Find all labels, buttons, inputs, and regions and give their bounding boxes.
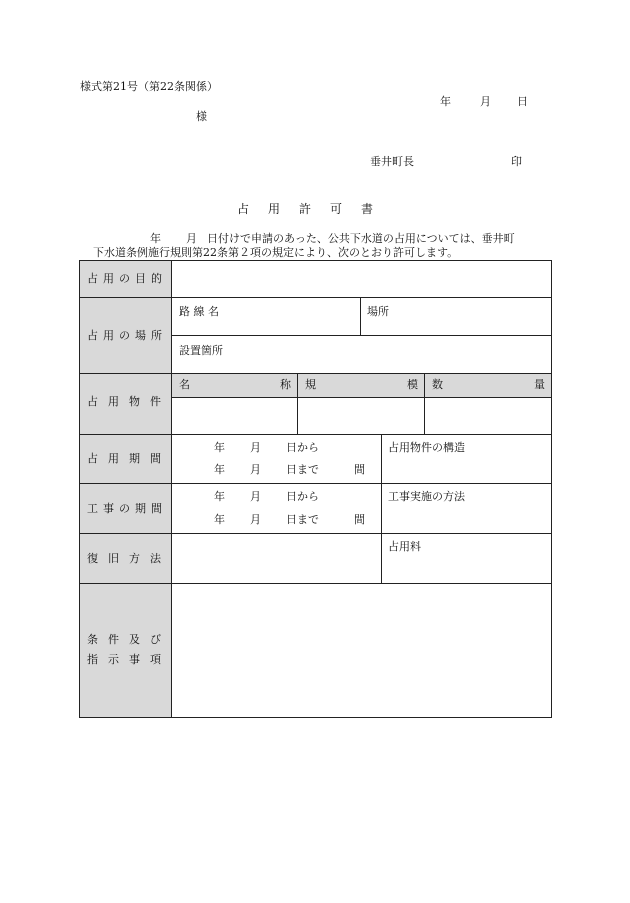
header-char: 称 xyxy=(280,378,291,391)
construction-method-field[interactable] xyxy=(382,506,551,533)
label-char: 用 xyxy=(108,452,119,465)
rule xyxy=(79,260,80,718)
rule xyxy=(79,717,552,718)
label-char: 工 xyxy=(87,502,98,515)
construction-method-label: 工事実施の方法 xyxy=(388,490,465,503)
construction-label xyxy=(87,502,162,516)
construction-from-month: 月 xyxy=(250,490,261,503)
purpose-label xyxy=(87,272,162,286)
label-char: の xyxy=(119,502,130,515)
label-char: 旧 xyxy=(108,552,119,565)
date-day: 日 xyxy=(517,95,528,108)
location-label xyxy=(87,329,162,343)
objects-scale-header xyxy=(305,378,418,392)
label-char: 件 xyxy=(108,633,119,646)
label-char: 用 xyxy=(103,329,114,342)
objects-scale-field[interactable] xyxy=(298,398,424,434)
header-char: 数 xyxy=(432,378,443,391)
label-char: 項 xyxy=(150,653,161,666)
conditions-field[interactable] xyxy=(172,584,551,717)
document-title xyxy=(237,202,392,216)
period-from-year: 年 xyxy=(214,441,225,454)
restoration-label xyxy=(87,552,161,566)
fee-field[interactable] xyxy=(382,556,551,583)
label-char: 期 xyxy=(129,452,140,465)
intro-year: 年 xyxy=(150,232,161,245)
rule xyxy=(79,373,552,374)
header-char: 規 xyxy=(305,378,316,391)
conditions-label-line-1 xyxy=(87,633,161,647)
period-duration: 間 xyxy=(354,463,365,476)
construction-to-year: 年 xyxy=(214,513,225,526)
label-char: 物 xyxy=(129,395,140,408)
place-label: 場所 xyxy=(367,305,389,318)
route-name-field[interactable] xyxy=(229,298,359,335)
period-from xyxy=(214,441,319,455)
period-label xyxy=(87,452,161,466)
structure-field[interactable] xyxy=(382,456,551,483)
fee-label: 占用料 xyxy=(388,540,421,553)
title-char: 用 xyxy=(268,202,281,216)
issue-date xyxy=(440,95,528,109)
structure-label: 占用物件の構造 xyxy=(388,441,465,454)
label-char: 場 xyxy=(135,329,146,342)
header-char: 模 xyxy=(407,378,418,391)
title-char: 書 xyxy=(361,202,374,216)
label-char: 占 xyxy=(87,395,98,408)
purpose-field[interactable] xyxy=(172,261,551,297)
intro-line-2: 下水道条例施行規則第22条第２項の規定により、次のとおり許可します。 xyxy=(93,246,459,259)
label-char: 占 xyxy=(87,452,98,465)
date-month: 月 xyxy=(480,95,491,108)
period-from-month: 月 xyxy=(250,441,261,454)
construction-from-day: 日から xyxy=(286,490,319,503)
form-number: 様式第21号（第22条関係） xyxy=(80,80,218,93)
conditions-label-line-2 xyxy=(87,653,161,667)
label-char: 示 xyxy=(108,653,119,666)
label-char: の xyxy=(119,329,130,342)
period-to-year: 年 xyxy=(214,463,225,476)
issuer-name: 垂井町長 xyxy=(370,155,414,168)
label-char: 用 xyxy=(103,272,114,285)
label-char: 間 xyxy=(150,452,161,465)
label-char: 目 xyxy=(135,272,146,285)
label-char: 方 xyxy=(129,552,140,565)
construction-to-day: 日まで xyxy=(286,513,319,526)
route-name-label: 路 線 名 xyxy=(179,305,219,318)
period-to-month: 月 xyxy=(250,463,261,476)
objects-name-field[interactable] xyxy=(172,398,297,434)
installation-site-label: 設置箇所 xyxy=(179,344,223,357)
label-char: 条 xyxy=(87,633,98,646)
label-char: 法 xyxy=(150,552,161,565)
construction-duration: 間 xyxy=(354,513,365,526)
label-char: 用 xyxy=(108,395,119,408)
label-char: 及 xyxy=(129,633,140,646)
objects-name-header xyxy=(179,378,291,392)
period-to xyxy=(214,463,365,477)
intro-line-1 xyxy=(150,232,515,246)
label-char: 事 xyxy=(129,653,140,666)
label-char: の xyxy=(119,272,130,285)
label-char: 事 xyxy=(103,502,114,515)
recipient-suffix: 様 xyxy=(196,110,207,123)
label-char: 復 xyxy=(87,552,98,565)
construction-to-month: 月 xyxy=(250,513,261,526)
rule xyxy=(551,260,552,718)
permit-form-table xyxy=(79,260,552,718)
header-char: 量 xyxy=(534,378,545,391)
label-char: び xyxy=(150,633,161,646)
label-char: 占 xyxy=(87,329,98,342)
header-char: 名 xyxy=(179,378,190,391)
construction-to xyxy=(214,513,365,527)
objects-quantity-header xyxy=(432,378,545,392)
period-from-day: 日から xyxy=(286,441,319,454)
label-char: 所 xyxy=(151,329,162,342)
seal-mark: 印 xyxy=(511,155,522,168)
construction-from-year: 年 xyxy=(214,490,225,503)
label-char: 指 xyxy=(87,653,98,666)
installation-site-field[interactable] xyxy=(239,336,551,373)
construction-from xyxy=(214,490,319,504)
date-year: 年 xyxy=(440,95,451,108)
period-to-day: 日まで xyxy=(286,463,319,476)
intro-month: 月 xyxy=(186,232,197,245)
place-field[interactable] xyxy=(397,298,551,335)
restoration-field[interactable] xyxy=(172,534,381,583)
rule xyxy=(360,297,361,335)
rule xyxy=(79,434,552,435)
title-char: 占 xyxy=(237,202,250,216)
title-char: 可 xyxy=(330,202,343,216)
label-char: 期 xyxy=(135,502,146,515)
objects-label xyxy=(87,395,161,409)
rule xyxy=(79,483,552,484)
title-char: 許 xyxy=(299,202,312,216)
label-char: 件 xyxy=(150,395,161,408)
label-char: 的 xyxy=(151,272,162,285)
intro-text: 日付けで申請のあった、公共下水道の占用については、垂井町 xyxy=(207,232,515,245)
label-char: 占 xyxy=(87,272,98,285)
label-char: 間 xyxy=(151,502,162,515)
objects-quantity-field[interactable] xyxy=(425,398,551,434)
